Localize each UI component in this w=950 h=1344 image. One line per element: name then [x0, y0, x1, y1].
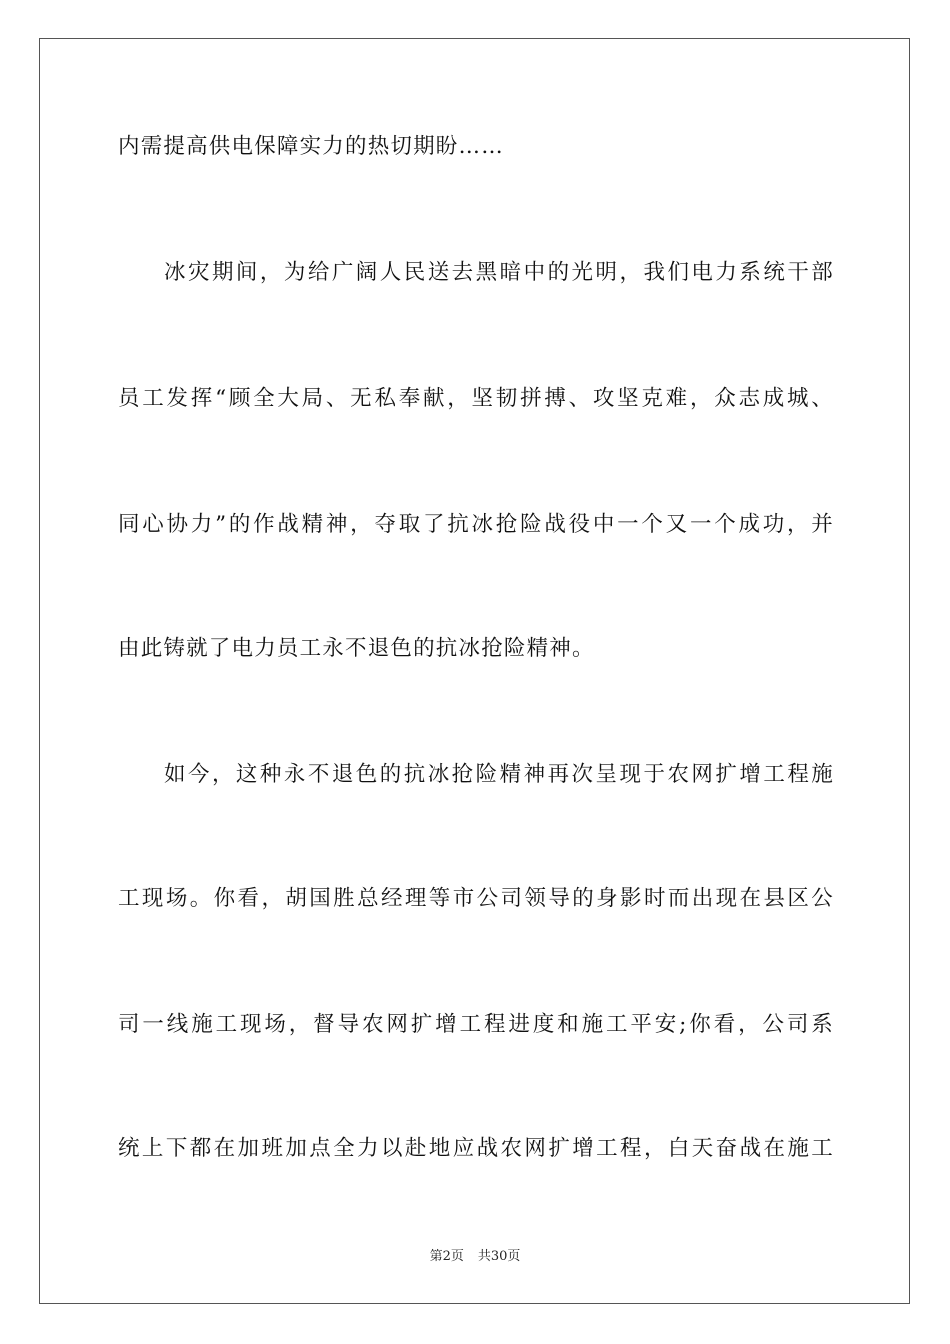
page-number: 第2页: [429, 1249, 464, 1264]
paragraph-line: 工现场。你看，胡国胜总经理等市公司领导的身影时而出现在县区公: [118, 886, 834, 911]
paragraph-line: 如今，这种永不退色的抗冰抢险精神再次呈现于农网扩增工程施: [164, 762, 834, 787]
page-total: 共30页: [477, 1249, 521, 1264]
page-border: [39, 38, 910, 1304]
paragraph-line: 由此铸就了电力员工永不退色的抗冰抢险精神。: [118, 636, 595, 661]
paragraph-line: 冰灾期间，为给广阔人民送去黑暗中的光明，我们电力系统干部: [164, 260, 834, 285]
paragraph-line: 司一线施工现场，督导农网扩增工程进度和施工平安;你看，公司系: [118, 1012, 834, 1037]
page-footer: [0, 1248, 950, 1266]
paragraph-line: 内需提高供电保障实力的热切期盼……: [118, 134, 504, 159]
paragraph-line: 员工发挥“顾全大局、无私奉献，坚韧拼搏、攻坚克难，众志成城、: [118, 386, 834, 411]
paragraph-line: 同心协力”的作战精神，夺取了抗冰抢险战役中一个又一个成功，并: [118, 512, 834, 537]
paragraph-line: 统上下都在加班加点全力以赴地应战农网扩增工程，白天奋战在施工: [118, 1136, 834, 1161]
